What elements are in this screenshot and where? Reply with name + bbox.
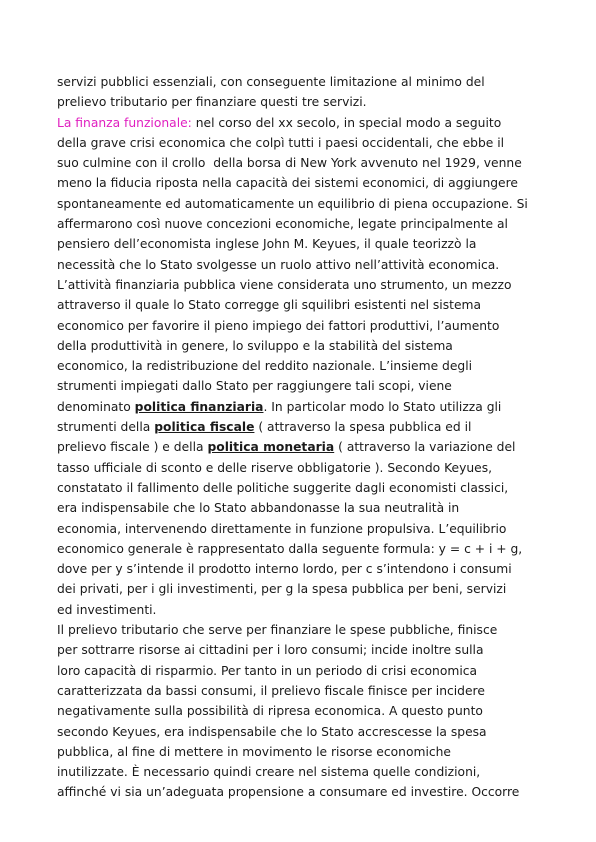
text-segment: nel corso del xx secolo, in special modo a seguito	[191, 115, 502, 130]
text-line	[57, 478, 547, 498]
text-segment: spontaneamente ed automaticamente un equilibrio di piena occupazione. Si	[57, 196, 528, 211]
key-term: politica finanziaria	[134, 399, 264, 414]
text-segment: economico, la redistribuzione del reddito nazionale. L’insieme degli	[57, 359, 473, 374]
text-line	[57, 519, 547, 539]
text-segment: affinché vi sia un’adeguata propensione a consumare ed investire. Occorre	[57, 785, 520, 800]
text-segment: L’attività finanziaria pubblica viene considerata uno strumento, un mezzo	[57, 277, 512, 292]
text-segment: affermarono così nuove concezioni economiche, legate principalmente al	[57, 217, 508, 232]
text-line	[57, 92, 547, 112]
text-segment: pensiero dell’economista inglese John M. Keyues, il quale teorizzò la	[57, 237, 477, 252]
text-segment: suo culmine con il crollo della borsa di New York avvenuto nel 1929, venne	[57, 156, 522, 171]
key-term: politica monetaria	[207, 440, 335, 455]
text-segment: loro capacità di risparmio. Per tanto in un periodo di crisi economica	[57, 663, 478, 678]
text-line	[57, 417, 547, 437]
text-line	[57, 153, 547, 173]
text-segment: negativamente sulla possibilità di ripresa economica. A questo punto	[57, 704, 483, 719]
text-line	[57, 72, 547, 92]
text-segment: secondo Keyues, era indispensabile che lo Stato accrescesse la spesa	[57, 724, 487, 739]
body-text	[57, 72, 547, 803]
text-line	[57, 722, 547, 742]
text-line	[57, 782, 547, 802]
text-line	[57, 336, 547, 356]
text-segment: strumenti della	[57, 420, 155, 435]
text-line	[57, 173, 547, 193]
section-heading: La finanza funzionale:	[57, 115, 192, 130]
text-line	[57, 579, 547, 599]
text-line	[57, 275, 547, 295]
text-segment: ( attraverso la spesa pubblica ed il	[254, 420, 472, 435]
text-line	[57, 295, 547, 315]
text-line	[57, 458, 547, 478]
text-segment: per sottrarre risorse ai cittadini per i loro consumi; incide inoltre sulla	[57, 643, 484, 658]
text-line	[57, 742, 547, 762]
text-line	[57, 376, 547, 396]
text-line	[57, 356, 547, 376]
text-line	[57, 640, 547, 660]
text-segment: servizi pubblici essenziali, con conseguente limitazione al minimo del	[57, 75, 485, 89]
text-line	[57, 559, 547, 579]
text-line	[57, 234, 547, 254]
text-segment: . In particolar modo lo Stato utilizza gli	[263, 399, 502, 414]
text-line	[57, 620, 547, 640]
text-segment: constatato il fallimento delle politiche suggerite dagli economisti classici,	[57, 480, 509, 495]
text-segment: economia, intervenendo direttamente in funzione propulsiva. L’equilibrio	[57, 521, 507, 536]
text-segment: strumenti impiegati dallo Stato per raggiungere tali scopi, viene	[57, 379, 452, 394]
key-term: politica fiscale	[154, 420, 255, 435]
text-line	[57, 255, 547, 275]
text-segment: della produttività in genere, lo sviluppo e la stabilità del sistema	[57, 338, 453, 353]
text-segment: prelievo fiscale ) e della	[57, 440, 208, 455]
text-line	[57, 681, 547, 701]
text-segment: prelievo tributario per finanziare questi tre servizi.	[57, 95, 367, 110]
text-line	[57, 397, 547, 417]
text-segment: denominato	[57, 399, 135, 414]
text-segment: necessità che lo Stato svolgesse un ruolo attivo nell’attività economica.	[57, 257, 500, 272]
text-line	[57, 194, 547, 214]
text-segment: dei privati, per i gli investimenti, per g la spesa pubblica per beni, servizi	[57, 582, 507, 597]
text-line	[57, 133, 547, 153]
text-segment: Il prelievo tributario che serve per finanziare le spese pubbliche, finisce	[57, 623, 498, 638]
text-segment: economico per favorire il pieno impiego dei fattori produttivi, l’aumento	[57, 318, 500, 333]
text-segment: inutilizzate. È necessario quindi creare nel sistema quelle condizioni,	[57, 765, 481, 780]
text-line	[57, 113, 547, 133]
text-segment: della grave crisi economica che colpì tutti i paesi occidentali, che ebbe il	[57, 135, 505, 150]
text-line	[57, 539, 547, 559]
text-segment: ed investimenti.	[57, 602, 157, 617]
text-segment: ( attraverso la variazione del	[334, 440, 516, 455]
text-line	[57, 762, 547, 782]
text-segment: pubblica, al fine di mettere in movimento le risorse economiche	[57, 744, 451, 759]
text-line	[57, 437, 547, 457]
text-line	[57, 661, 547, 681]
text-line	[57, 498, 547, 518]
text-segment: attraverso il quale lo Stato corregge gli squilibri esistenti nel sistema	[57, 298, 482, 313]
text-line	[57, 701, 547, 721]
text-line	[57, 316, 547, 336]
text-line	[57, 214, 547, 234]
text-segment: meno la fiducia riposta nella capacità dei sistemi economici, di aggiungere	[57, 176, 518, 191]
text-segment: economico generale è rappresentato dalla seguente formula: y = c + i + g,	[57, 541, 523, 556]
text-line	[57, 600, 547, 620]
text-segment: caratterizzata da bassi consumi, il prelievo fiscale finisce per incidere	[57, 683, 485, 698]
text-segment: dove per y s’intende il prodotto interno lordo, per c s’intendono i consumi	[57, 562, 512, 577]
text-segment: tasso ufficiale di sconto e delle riserve obbligatorie ). Secondo Keyues,	[57, 460, 493, 475]
text-segment: era indispensabile che lo Stato abbandonasse la sua neutralità in	[57, 501, 460, 516]
